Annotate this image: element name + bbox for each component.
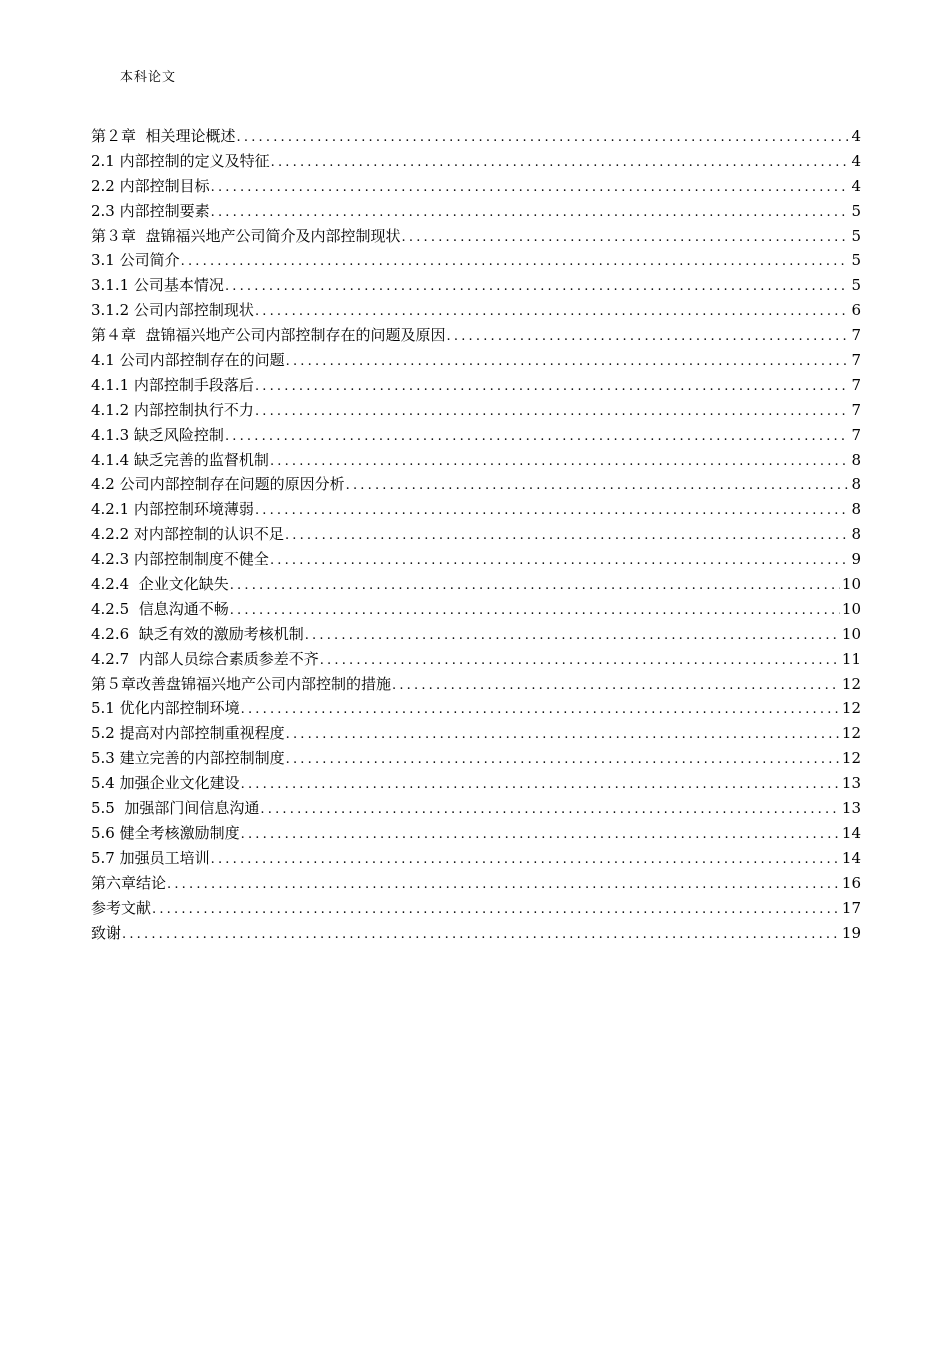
toc-entry-page-number: 10 xyxy=(841,575,861,594)
toc-entry-page-number: 8 xyxy=(851,450,861,469)
toc-entry[interactable] xyxy=(91,423,861,448)
toc-dot-leader xyxy=(320,649,840,672)
toc-dot-leader xyxy=(225,425,850,448)
toc-entry-title: 第２章 相关理论概述 xyxy=(91,127,236,145)
toc-entry-title: 4.1.2 内部控制执行不力 xyxy=(91,400,254,419)
toc-entry-title: 3.1.1 公司基本情况 xyxy=(91,276,224,295)
toc-entry[interactable] xyxy=(91,497,861,522)
toc-entry[interactable] xyxy=(91,572,861,597)
toc-entry-title: 致谢 xyxy=(91,923,122,942)
toc-entry-title: 第４章 盘锦福兴地产公司内部控制存在的问题及原因 xyxy=(91,326,446,345)
toc-entry-title: 5.3 建立完善的内部控制制度 xyxy=(91,749,285,768)
toc-dot-leader xyxy=(271,151,850,174)
toc-entry-title: 4.2.6 缺乏有效的激励考核机制 xyxy=(91,624,304,643)
toc-entry-page-number: 14 xyxy=(841,848,861,867)
toc-entry-page-number: 13 xyxy=(841,799,861,818)
toc-entry-page-number: 7 xyxy=(851,375,861,394)
toc-entry[interactable] xyxy=(91,746,861,771)
toc-entry[interactable] xyxy=(91,398,861,423)
toc-entry-title: 4.2 公司内部控制存在问题的原因分析 xyxy=(91,475,345,494)
toc-entry-page-number: 7 xyxy=(851,400,861,419)
toc-entry-page-number: 13 xyxy=(841,774,861,793)
toc-dot-leader xyxy=(286,350,850,373)
toc-entry[interactable] xyxy=(91,149,861,174)
toc-entry-title: 4.2.5 信息沟通不畅 xyxy=(91,599,229,618)
toc-entry-page-number: 5 xyxy=(851,276,861,295)
toc-entry-page-number: 17 xyxy=(841,898,861,917)
toc-dot-leader xyxy=(286,748,840,771)
toc-entry-title: 2.3 内部控制要素 xyxy=(91,201,210,220)
toc-entry-title: 2.2 内部控制目标 xyxy=(91,176,210,195)
toc-dot-leader xyxy=(260,798,840,821)
toc-entry-page-number: 4 xyxy=(851,151,861,170)
toc-entry-page-number: 7 xyxy=(851,425,861,444)
toc-dot-leader xyxy=(346,474,850,497)
toc-entry[interactable] xyxy=(91,298,861,323)
toc-dot-leader xyxy=(211,176,850,199)
toc-entry-page-number: 16 xyxy=(841,873,861,892)
toc-dot-leader xyxy=(230,574,840,597)
toc-dot-leader xyxy=(211,848,840,871)
toc-dot-leader xyxy=(255,300,850,323)
toc-entry-page-number: 7 xyxy=(851,326,861,345)
toc-dot-leader xyxy=(305,624,840,647)
toc-entry[interactable] xyxy=(91,846,861,871)
toc-entry-page-number: 5 xyxy=(851,226,861,245)
toc-dot-leader xyxy=(402,226,850,249)
toc-entry-title: 参考文献 xyxy=(91,898,152,917)
toc-entry-title: 4.2.7 内部人员综合素质参差不齐 xyxy=(91,649,319,668)
toc-dot-leader xyxy=(241,698,840,721)
toc-entry[interactable] xyxy=(91,373,861,398)
toc-dot-leader xyxy=(286,723,840,746)
toc-dot-leader xyxy=(285,524,850,547)
toc-entry[interactable] xyxy=(91,323,861,348)
toc-entry-title: 4.1.4 缺乏完善的监督机制 xyxy=(91,450,269,469)
toc-entry[interactable] xyxy=(91,821,861,846)
toc-dot-leader xyxy=(241,823,840,846)
toc-entry[interactable] xyxy=(91,921,861,946)
toc-entry[interactable] xyxy=(91,547,861,572)
toc-entry[interactable] xyxy=(91,472,861,497)
toc-entry-page-number: 14 xyxy=(841,823,861,842)
toc-entry-page-number: 12 xyxy=(841,749,861,768)
toc-entry[interactable] xyxy=(91,796,861,821)
toc-dot-leader xyxy=(255,499,850,522)
toc-entry[interactable] xyxy=(91,448,861,473)
toc-entry-page-number: 5 xyxy=(851,251,861,270)
toc-entry[interactable] xyxy=(91,224,861,249)
toc-entry[interactable] xyxy=(91,771,861,796)
toc-entry[interactable] xyxy=(91,348,861,373)
toc-entry-title: 4.1 公司内部控制存在的问题 xyxy=(91,351,285,370)
toc-entry[interactable] xyxy=(91,871,861,896)
toc-entry[interactable] xyxy=(91,622,861,647)
toc-entry[interactable] xyxy=(91,721,861,746)
toc-dot-leader xyxy=(270,450,850,473)
toc-entry[interactable] xyxy=(91,647,861,672)
toc-dot-leader xyxy=(255,375,850,398)
toc-entry-page-number: 12 xyxy=(841,699,861,718)
toc-entry-title: 第六章结论 xyxy=(91,873,167,892)
toc-entry-page-number: 10 xyxy=(841,624,861,643)
toc-entry[interactable] xyxy=(91,597,861,622)
page-header: 本科论文 xyxy=(120,70,177,85)
toc-entry[interactable] xyxy=(91,199,861,224)
toc-entry[interactable] xyxy=(91,248,861,273)
toc-entry-title: 5.6 健全考核激励制度 xyxy=(91,823,240,842)
toc-entry-page-number: 9 xyxy=(851,550,861,569)
toc-entry-page-number: 8 xyxy=(851,525,861,544)
toc-entry-title: 5.7 加强员工培训 xyxy=(91,848,210,867)
toc-entry-title: 4.1.1 内部控制手段落后 xyxy=(91,375,254,394)
toc-entry[interactable] xyxy=(91,672,861,697)
toc-entry-page-number: 12 xyxy=(841,674,861,693)
toc-entry-title: 2.1 内部控制的定义及特征 xyxy=(91,151,270,170)
toc-entry-title: 5.1 优化内部控制环境 xyxy=(91,699,240,718)
toc-entry-page-number: 10 xyxy=(841,599,861,618)
toc-entry-page-number: 7 xyxy=(851,351,861,370)
toc-dot-leader xyxy=(241,773,840,796)
toc-entry-title: 4.2.3 内部控制制度不健全 xyxy=(91,550,269,569)
toc-dot-leader xyxy=(152,898,840,921)
toc-entry-page-number: 4 xyxy=(851,176,861,195)
toc-entry-title: 4.2.4 企业文化缺失 xyxy=(91,575,229,594)
toc-entry-title: 5.2 提高对内部控制重视程度 xyxy=(91,724,285,743)
toc-entry-page-number: 12 xyxy=(841,724,861,743)
toc-entry[interactable] xyxy=(91,273,861,298)
toc-entry-title: 5.4 加强企业文化建设 xyxy=(91,774,240,793)
toc-dot-leader xyxy=(255,400,850,423)
toc-entry[interactable] xyxy=(91,174,861,199)
toc-dot-leader xyxy=(447,325,850,348)
toc-dot-leader xyxy=(225,275,850,298)
toc-entry-title: 5.5 加强部门间信息沟通 xyxy=(91,799,260,818)
toc-entry[interactable] xyxy=(91,124,861,149)
toc-entry-page-number: 5 xyxy=(851,201,861,220)
toc-dot-leader xyxy=(181,250,850,273)
toc-entry-page-number: 11 xyxy=(841,649,861,668)
toc-dot-leader xyxy=(392,674,840,697)
toc-entry[interactable] xyxy=(91,522,861,547)
toc-entry-title: 4.2.2 对内部控制的认识不足 xyxy=(91,525,284,544)
toc-entry-page-number: 6 xyxy=(851,301,861,320)
toc-entry-title: 3.1 公司简介 xyxy=(91,251,180,270)
toc-entry-title: 4.2.1 内部控制环境薄弱 xyxy=(91,500,254,519)
toc-entry-page-number: 19 xyxy=(841,923,861,942)
toc-dot-leader xyxy=(237,126,850,149)
toc-entry-title: 3.1.2 公司内部控制现状 xyxy=(91,301,254,320)
toc-entry[interactable] xyxy=(91,696,861,721)
toc-dot-leader xyxy=(270,549,850,572)
toc-dot-leader xyxy=(122,923,840,946)
toc-entry-page-number: 8 xyxy=(851,475,861,494)
toc-entry-page-number: 8 xyxy=(851,500,861,519)
toc-entry[interactable] xyxy=(91,896,861,921)
toc-dot-leader xyxy=(230,599,840,622)
toc-dot-leader xyxy=(211,201,850,224)
toc-entry-title: 第３章 盘锦福兴地产公司简介及内部控制现状 xyxy=(91,226,401,245)
toc-entry-title: 4.1.3 缺乏风险控制 xyxy=(91,425,224,444)
table-of-contents xyxy=(91,124,861,945)
toc-entry-title: 第５章改善盘锦福兴地产公司内部控制的措施 xyxy=(91,674,392,693)
toc-dot-leader xyxy=(167,873,840,896)
toc-entry-page-number: 4 xyxy=(851,127,861,145)
